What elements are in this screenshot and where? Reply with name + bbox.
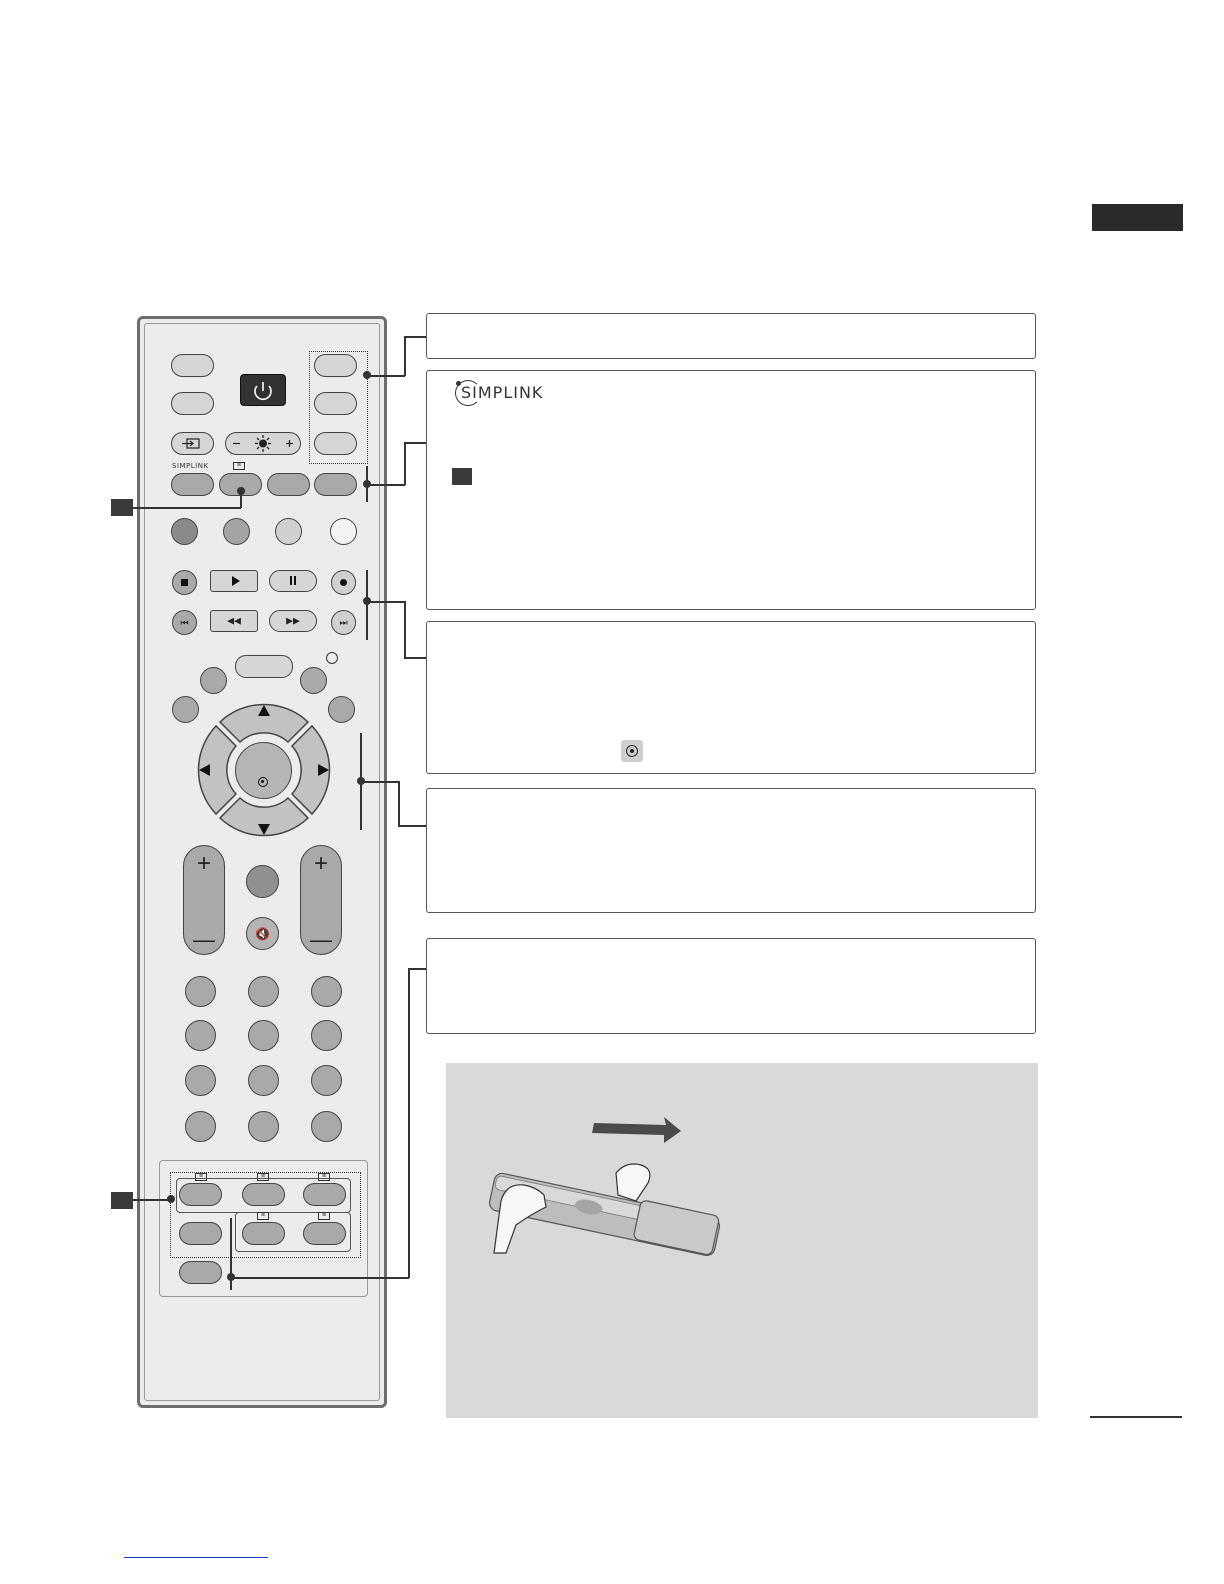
number-button-list[interactable] [185,1111,216,1142]
input-icon [171,432,214,455]
battery-cover-illustration [476,1103,756,1303]
teletext-button-7[interactable] [179,1261,222,1284]
page-number-rule [1090,1416,1182,1418]
teletext-reveal-icon: ≡ [195,1173,207,1181]
play-button[interactable] [210,570,258,592]
callout-marker-teletext [111,1192,133,1209]
ok-inline-icon [621,740,643,762]
mute-button[interactable] [246,917,279,950]
power-icon [240,374,286,406]
pause-button[interactable] [269,570,317,592]
language-tab [1092,204,1183,231]
volume-up-icon: + [196,850,211,877]
pause-icon [290,576,292,585]
green-button[interactable] [223,518,250,545]
footer-link-underline[interactable] [124,1557,268,1558]
callout-marker-menu [111,499,133,516]
callout-line-navigation-h2 [398,825,426,827]
teletext-button-4[interactable] [242,1222,285,1245]
record-button[interactable] [331,570,356,595]
number-button-5[interactable] [248,1020,279,1051]
teletext-button-1[interactable] [179,1183,222,1206]
stop-icon [181,579,188,586]
menu-icon: ≡ [233,462,245,470]
callout-line-simplink-h1 [367,484,405,486]
remote-button-top-left-2[interactable] [171,392,214,415]
callout-line-playback-h2 [404,657,426,659]
callout-line-bottom-v [408,968,410,1278]
number-button-3[interactable] [311,976,342,1007]
description-box-simplink [426,370,1036,610]
skip-back-icon: ⏮ [180,617,189,627]
q-menu-button[interactable] [200,667,227,694]
callout-bracket-playback [366,570,368,640]
teletext-button-6[interactable] [179,1222,222,1245]
yellow-button[interactable] [275,518,302,545]
simplink-section-marker [452,468,472,485]
callout-line-mode-h2 [404,336,426,338]
blue-button[interactable] [330,518,357,545]
programme-rocker[interactable] [300,845,342,955]
skip-forward-icon: ⏭ [339,617,348,627]
skip-back-button[interactable] [172,610,197,635]
number-button-4[interactable] [185,1020,216,1051]
red-button[interactable] [171,518,198,545]
skip-forward-button[interactable] [331,610,356,635]
callout-dot-menu [237,487,245,495]
battery-info-panel [446,1063,1038,1418]
menu-round-button[interactable] [300,667,327,694]
ok-button[interactable] [235,742,292,799]
function-button-3[interactable] [267,473,310,496]
top-center-button[interactable] [235,655,293,678]
description-box-navigation [426,788,1036,913]
rewind-icon: ◀◀ [227,615,241,626]
teletext-index-icon: ≡ [318,1212,330,1220]
teletext-button-2[interactable] [242,1183,285,1206]
number-button-recall[interactable] [311,1111,342,1142]
callout-line-menu [133,507,241,509]
mode-button-2[interactable] [314,392,357,415]
number-button-8[interactable] [248,1065,279,1096]
stop-button[interactable] [172,570,197,595]
callout-line-mode-h1 [367,375,405,377]
brightness-icon [225,432,301,455]
callout-line-navigation-v [398,781,400,826]
description-box-bottom [426,938,1036,1034]
teletext-update-icon: ≡ [318,1173,330,1181]
mute-icon: 🔇 [255,926,270,941]
slide-arrow-icon [592,1117,681,1143]
description-box-playback [426,621,1036,774]
callout-dot-teletext [167,1195,175,1203]
callout-line-playback-h1 [367,601,405,603]
record-icon [340,579,347,586]
description-box-mode [426,313,1036,359]
number-button-0[interactable] [248,1111,279,1142]
fast-forward-button[interactable] [269,610,317,632]
callout-line-bottom-h2 [408,968,426,970]
right-hand-icon [616,1164,650,1201]
number-button-9[interactable] [311,1065,342,1096]
teletext-button-3[interactable] [303,1183,346,1206]
number-button-7[interactable] [185,1065,216,1096]
volume-down-icon: — [193,927,215,952]
simplink-small-label: SIMPLINK [172,462,209,470]
input-button[interactable] [171,432,214,455]
energy-saving-button[interactable] [225,432,301,455]
favourite-button[interactable] [246,865,279,898]
number-button-1[interactable] [185,976,216,1007]
teletext-time-icon: ≡ [257,1173,269,1181]
ok-icon [258,777,268,787]
power-button[interactable] [240,374,286,406]
indicator-ring [326,652,338,664]
teletext-button-5[interactable] [303,1222,346,1245]
teletext-size-icon: ≡ [257,1212,269,1220]
callout-line-simplink-h2 [404,442,426,444]
function-button-4[interactable] [314,473,357,496]
callout-line-simplink-v [404,442,406,485]
number-button-6[interactable] [311,1020,342,1051]
callout-line-bottom-h1 [231,1277,409,1279]
simplink-logo: SIMPLINK [461,383,544,402]
callout-line-navigation-h1 [361,781,399,783]
simplink-button[interactable] [171,473,214,496]
programme-down-icon: — [310,927,332,952]
programme-up-icon: + [313,850,328,877]
mode-button-3[interactable] [314,432,357,455]
remote-button-top-left-1[interactable] [171,354,214,377]
callout-line-playback-v [404,601,406,658]
number-button-2[interactable] [248,976,279,1007]
fast-forward-icon: ▶▶ [286,615,300,626]
rewind-button[interactable] [210,610,258,632]
volume-rocker[interactable] [183,845,225,955]
play-icon [232,576,240,586]
mode-button-1[interactable] [314,354,357,377]
callout-line-mode-v [404,336,406,376]
